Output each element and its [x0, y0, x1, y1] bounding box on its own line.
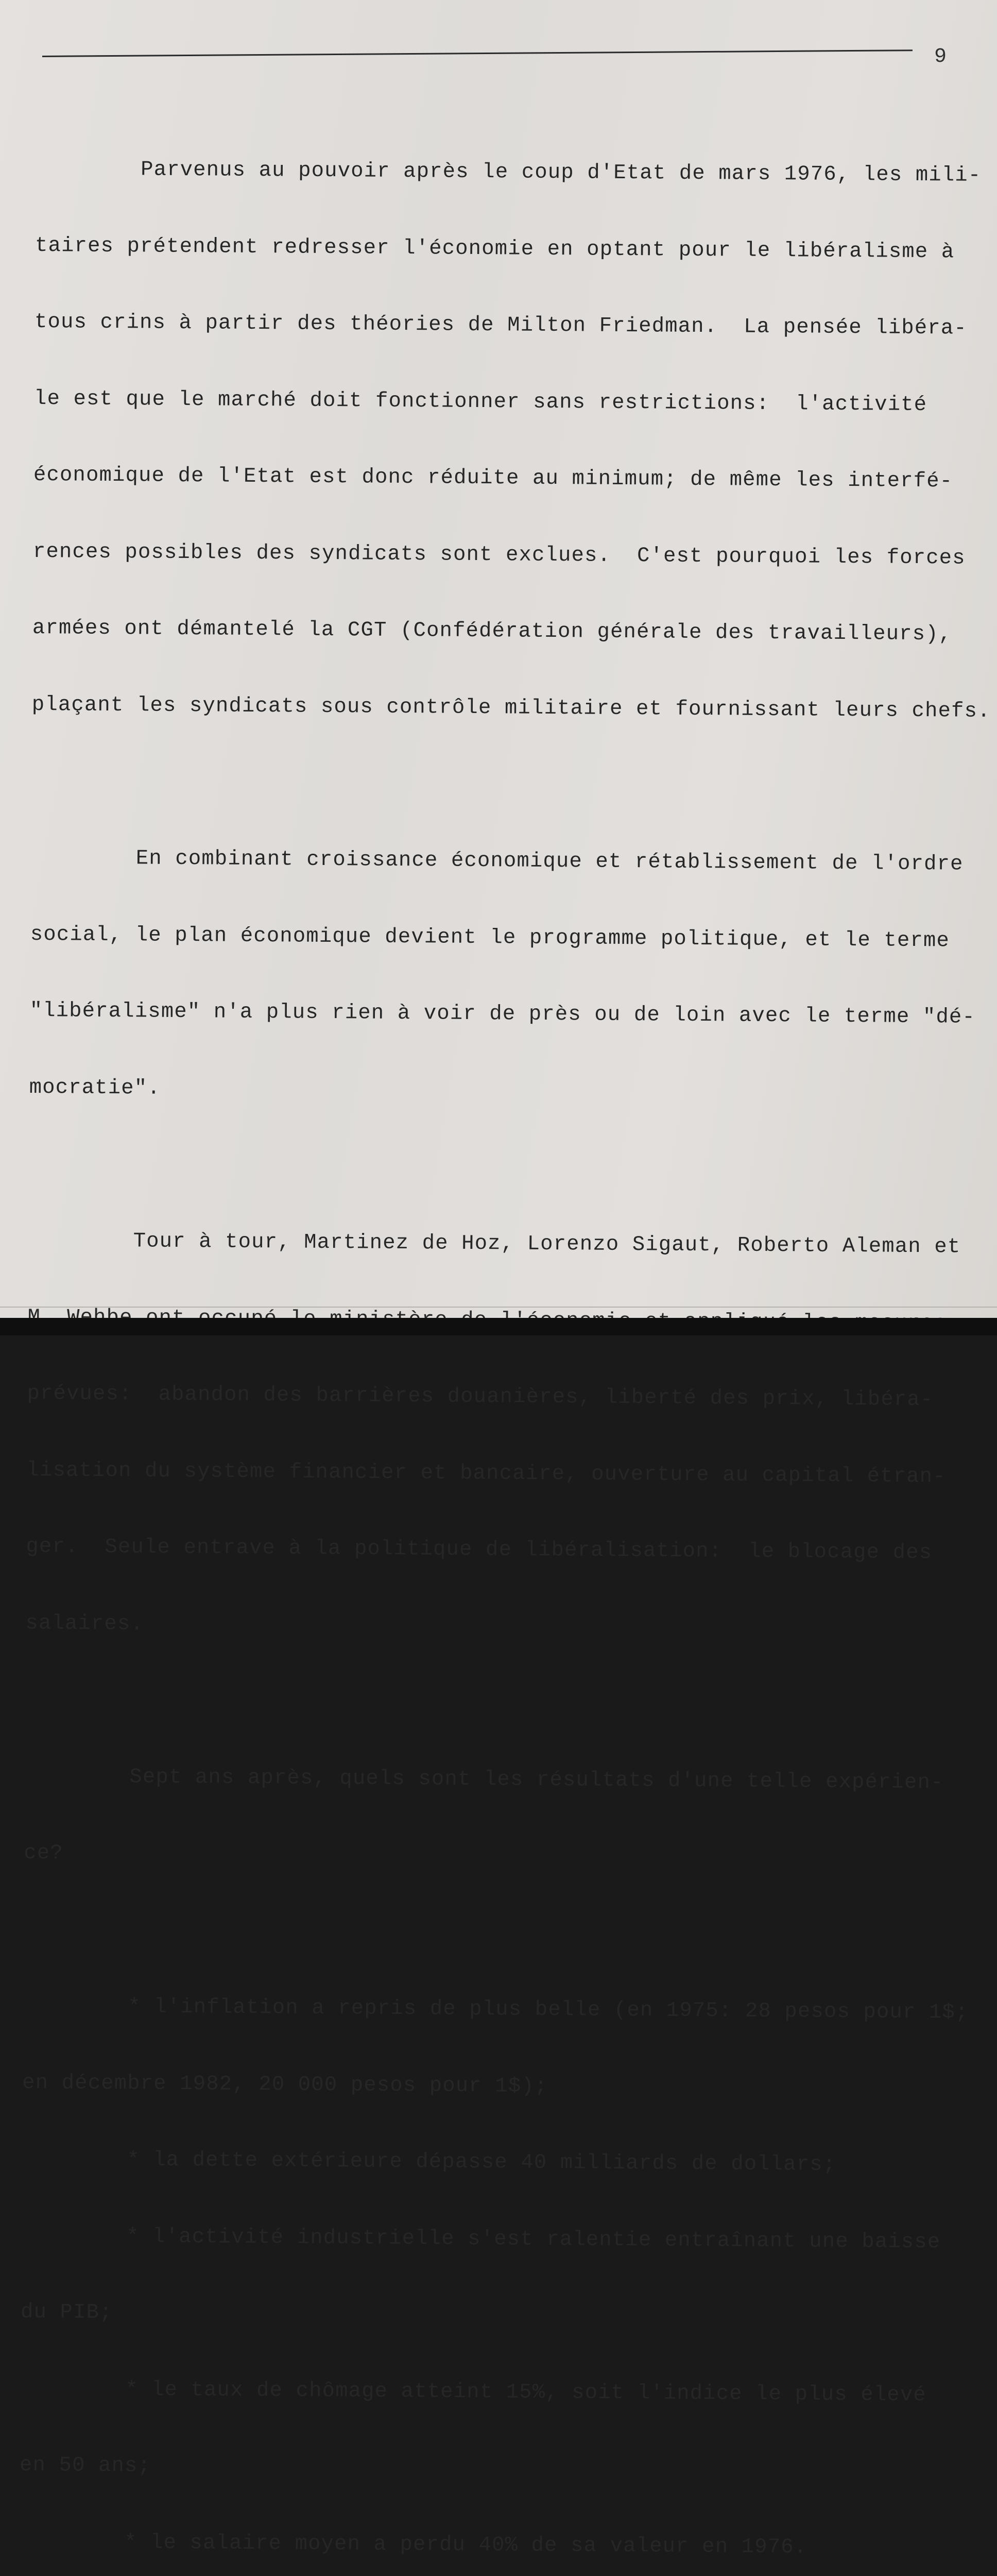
text-line: le est que le marché doit fonctionner sans restrictions: l'activité: [33, 386, 927, 417]
text-line: taires prétendent redresser l'économie en optant pour le libéralisme à: [35, 233, 955, 264]
text-line: Sept ans après, quels sont les résultats d'une telle expérien-: [24, 1764, 944, 1795]
text-line: économique de l'Etat est donc réduite au minimum; de même les interfé-: [33, 463, 953, 494]
text-line: prévues: abandon des barrières douanières, liberté des prix, libéra-: [27, 1381, 934, 1412]
paragraph-3: [25, 1177, 971, 1694]
paragraph-4: [23, 1713, 967, 1924]
bottom-rule: [0, 1307, 997, 1308]
paragraph-2: [29, 794, 974, 1158]
text-line: lisation du système financier et bancaire, ouverture au capital étran-: [26, 1458, 946, 1488]
list-item: * la dette extérieure dépasse 40 milliards de dollars;: [22, 2147, 836, 2177]
list-item: en décembre 1982, 20 000 pesos pour 1$);: [22, 2071, 548, 2098]
paragraph-1: [31, 106, 991, 775]
text-line: tous crins à partir des théories de Milton Friedman. La pensée libéra-: [34, 310, 967, 341]
text-line: "libéralisme" n'a plus rien à voir de près ou de loin avec le terme "dé-: [29, 998, 976, 1029]
list-item: * le salaire moyen a perdu 40% de sa valeur en 1976.: [19, 2530, 807, 2560]
text-line: plaçant les syndicats sous contrôle militaire et fournissant leurs chefs.: [31, 692, 991, 723]
list-item: du PIB;: [20, 2300, 113, 2325]
text-line: ger. Seule entrave à la politique de libéralisation: le blocage des: [26, 1534, 933, 1565]
text-line: ce?: [24, 1841, 63, 1865]
text-line: Parvenus au pouvoir après le coup d'Etat de mars 1976, les mili-: [35, 157, 982, 188]
text-line: armées ont démantelé la CGT (Confédération générale des travailleurs),: [32, 616, 952, 647]
body-text: [12, 106, 991, 2576]
text-line: En combinant croissance économique et rétablissement de l'ordre: [30, 845, 964, 876]
header-rule: [42, 49, 913, 57]
text-line: mocratie".: [29, 1075, 161, 1100]
list-item: * l'activité industrielle s'est ralentie entraînant une baisse: [21, 2224, 941, 2254]
background-strip: [0, 1318, 997, 1335]
results-list: [19, 1943, 969, 2576]
list-item: en 50 ans;: [19, 2453, 151, 2478]
text-line: salaires.: [25, 1611, 144, 1636]
text-line: Tour à tour, Martinez de Hoz, Lorenzo Sigaut, Roberto Aleman et: [28, 1228, 961, 1259]
list-item: * le taux de chômage atteint 15%, soit l'indice le plus élevé: [20, 2377, 926, 2407]
text-line: social, le plan économique devient le programme politique, et le terme: [30, 922, 950, 953]
page-number: 9: [934, 45, 947, 69]
list-item: * l'inflation a repris de plus belle (en 1975: 28 pesos pour 1$;: [23, 1994, 969, 2025]
text-line: rences possibles des syndicats sont exclues. C'est pourquoi les forces: [32, 539, 966, 570]
